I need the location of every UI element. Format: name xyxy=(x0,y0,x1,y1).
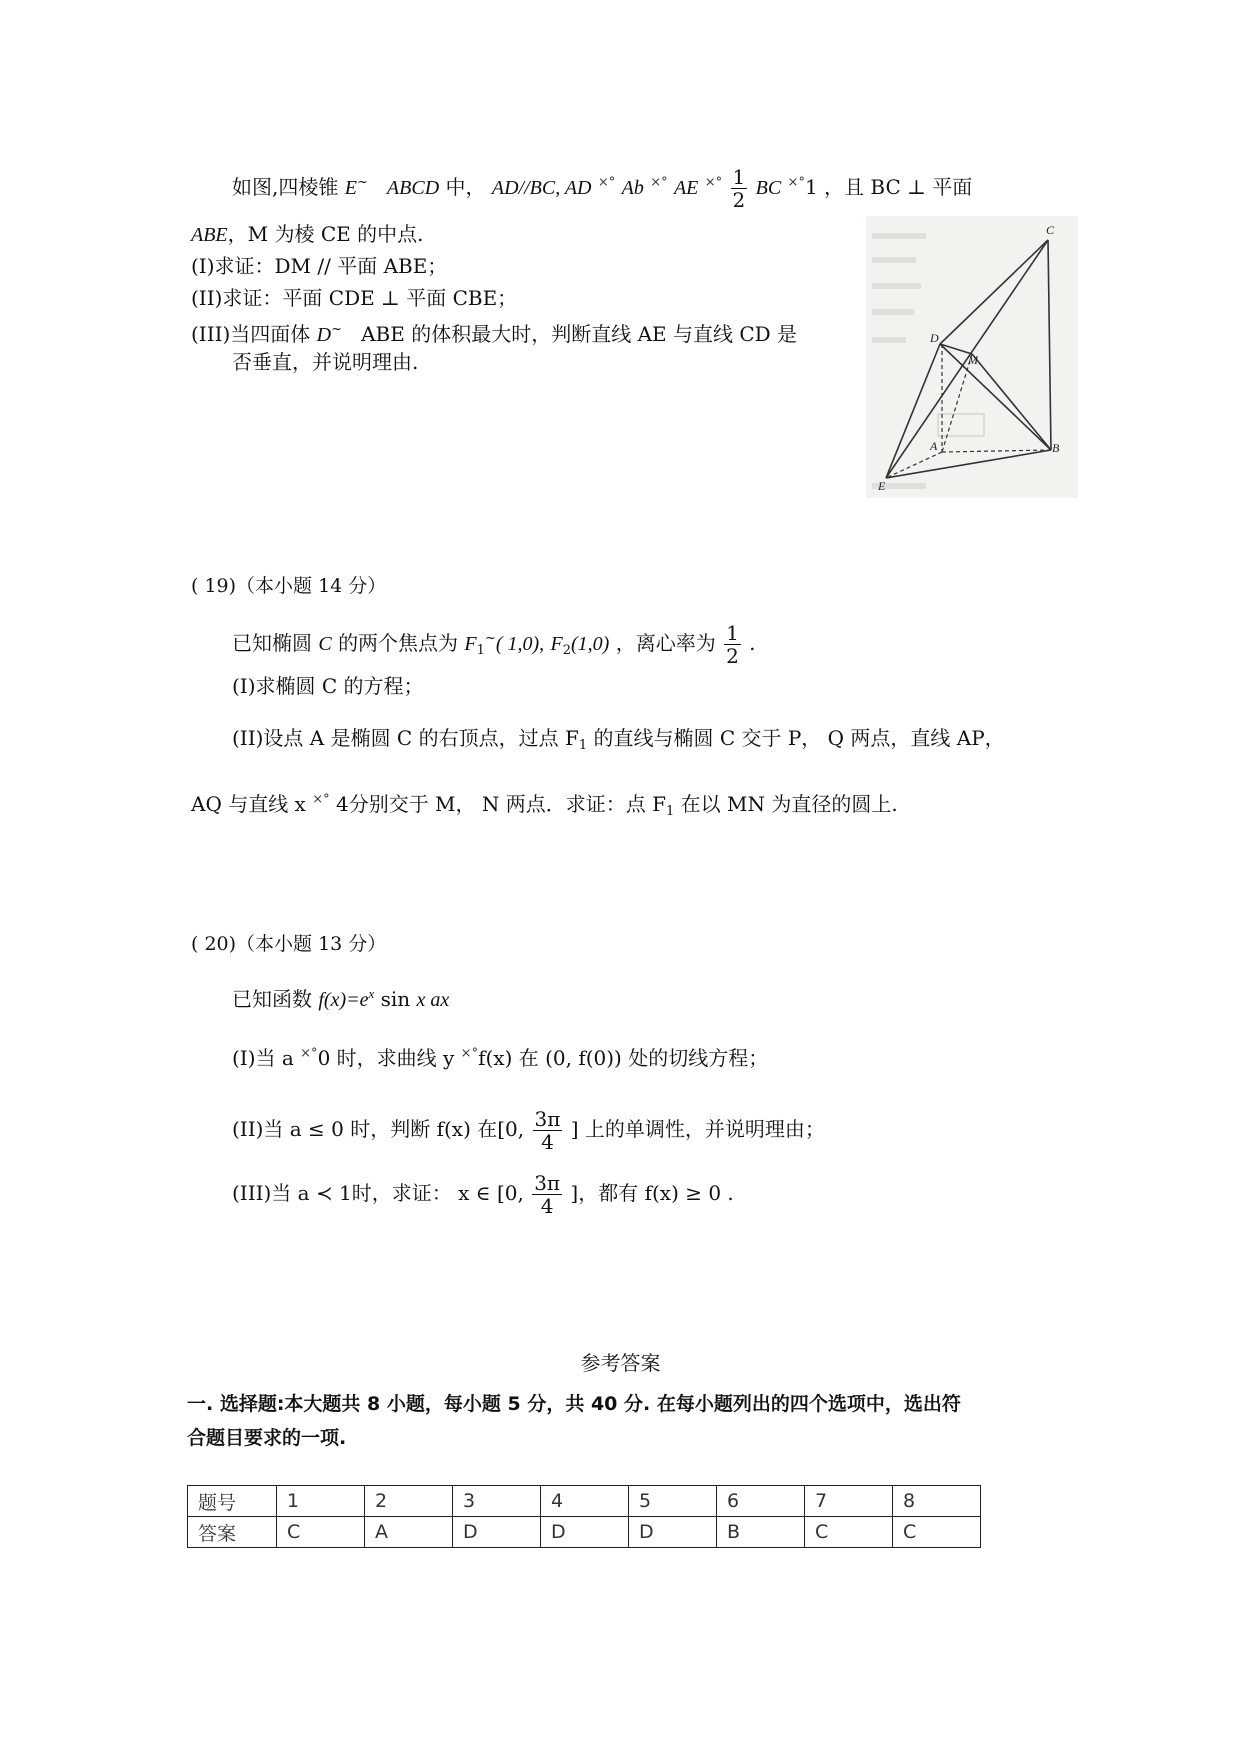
q20-stem: 已知函数 $f(x)=e^x$ sin x ax xyxy=(232,986,450,1011)
garbled-symbol: ×° xyxy=(597,175,616,190)
label-d: D xyxy=(930,331,939,345)
edge-ma xyxy=(942,354,972,452)
answers-title: 参考答案 xyxy=(580,1351,661,1375)
label-e: E xyxy=(878,479,886,493)
q20-header: ( 20)（本小题 13 分） xyxy=(191,933,387,955)
answer-choice: D xyxy=(541,1517,629,1548)
q19-math: F xyxy=(464,633,477,655)
q18-text: ，M 为棱 CE 的中点. xyxy=(227,222,424,246)
pyramid-figure xyxy=(866,216,1078,498)
label-c: C xyxy=(1046,223,1055,237)
q19-part2-line1: (II)设点 A 是椭圆 C 的右顶点，过点 $F_1$ 的直线与椭圆 C 交于 P， Q 两点，直线 AP， xyxy=(232,726,1005,753)
q20-math: f(x)=e xyxy=(318,989,369,1011)
q20-part1 xyxy=(232,1040,768,1072)
q20-text: 0 时，求曲线 y xyxy=(317,1046,455,1070)
label-b: B xyxy=(1052,441,1060,455)
q18-line1: 如图,四棱锥 E~ ABCD 中， AD//BC, AD ×° Ab ×° AE ×° $\frac{1}{2}$ BC ×°1 ，且 BC ⊥ 平面 xyxy=(232,165,973,212)
label-m: M xyxy=(968,353,978,367)
q19-math: (1,0) xyxy=(571,633,610,655)
q19-math: C xyxy=(318,633,332,655)
row-label: 题号 xyxy=(188,1486,277,1517)
q19-math: ( 1,0), xyxy=(495,633,545,655)
q18-half-fraction: $\frac{1}{2}$ xyxy=(732,165,746,212)
q19-text: 4分别交于 M， N 两点．求证：点 F xyxy=(335,792,666,816)
answer-choice: D xyxy=(629,1517,717,1548)
q19-text: AQ 与直线 x xyxy=(191,792,306,816)
answer-choice: D xyxy=(453,1517,541,1548)
question-number: 2 xyxy=(365,1486,453,1517)
q20-text: (II)当 a ≤ 0 时，判断 f(x) 在[0, xyxy=(232,1117,525,1141)
section-header-line2: 合题目要求的一项. xyxy=(187,1427,347,1449)
q19-stem: 已知椭圆 C 的两个焦点为 $F_1^\sim$( 1,0), $F_2(1,0)$ ，离心率为 $\frac{1}{2}$ . xyxy=(232,621,756,668)
q18-math: BC xyxy=(755,177,782,199)
q19-math: F xyxy=(550,633,563,655)
garbled-symbol: ×° xyxy=(704,175,723,190)
question-number: 1 xyxy=(277,1486,365,1517)
question-number: 5 xyxy=(629,1486,717,1517)
edge-ab xyxy=(942,450,1051,452)
q19-text: (II)设点 A 是椭圆 C 的右顶点，过点 F xyxy=(232,726,579,750)
edge-db xyxy=(940,344,1051,450)
q19-part2-line2: AQ 与直线 x ×° 4分别交于 M， N 两点．求证：点 $F_1$ 在以 MN 为直径的圆上. xyxy=(191,792,898,819)
row-label: 答案 xyxy=(188,1517,277,1548)
eccentricity-fraction: $\frac{1}{2}$ xyxy=(726,621,739,668)
q20-text: f(x) 在 (0, f(0)) 处的切线方程； xyxy=(478,1046,769,1070)
q18-math: AD//BC, AD xyxy=(491,177,592,199)
answer-choice: C xyxy=(805,1517,893,1548)
q18-math: 1 xyxy=(804,175,818,199)
q18-math: ABE xyxy=(191,224,228,246)
q20-text: (I)当 a xyxy=(232,1046,294,1070)
q20-text: ] 上的单调性，并说明理由； xyxy=(570,1117,825,1141)
q18-part3-cont: 否垂直，并说明理由. xyxy=(232,350,419,374)
q19-text: 的直线与椭圆 C 交于 P， Q 两点，直线 AP， xyxy=(593,726,1005,750)
q19-text: ，离心率为 xyxy=(615,631,716,655)
q20-text: ]，都有 f(x) ≥ 0 . xyxy=(570,1181,734,1205)
q20-part3 xyxy=(232,1172,734,1217)
q19-text: 已知椭圆 xyxy=(232,631,312,655)
question-number: 6 xyxy=(717,1486,805,1517)
question-number: 8 xyxy=(893,1486,981,1517)
q20-math: sin xyxy=(380,987,411,1011)
question-number: 4 xyxy=(541,1486,629,1517)
answer-choice: C xyxy=(893,1517,981,1548)
edge-dc xyxy=(940,240,1048,344)
question-number: 7 xyxy=(805,1486,893,1517)
q18-math: E xyxy=(344,177,357,199)
pyramid-diagram xyxy=(866,216,1078,498)
answer-choice: B xyxy=(717,1517,805,1548)
q18-math: Ab xyxy=(621,177,644,199)
q18-text: ，且 BC ⊥ 平面 xyxy=(824,175,973,199)
garbled-symbol: ×° xyxy=(460,1046,479,1061)
garbled-symbol: ×° xyxy=(312,792,330,807)
q18-math: ABCD xyxy=(386,177,440,199)
q20-text: (III)当 a ≺ 1时，求证： x ∈ [0, xyxy=(232,1181,524,1205)
q19-text: 在以 MN 为直径的圆上. xyxy=(680,792,898,816)
three-pi-over-four: $\frac{3\pi}{4}$ xyxy=(534,1171,561,1218)
edge-ce xyxy=(886,240,1048,478)
q18-math: AE xyxy=(673,177,699,199)
q19-text: 的两个焦点为 xyxy=(338,631,459,655)
q18-text: 如图,四棱锥 xyxy=(232,175,339,199)
q20-text: 已知函数 xyxy=(232,987,312,1011)
table-row xyxy=(188,1517,981,1548)
garbled-symbol: ×° xyxy=(650,175,668,190)
answer-table xyxy=(187,1485,981,1548)
q18-text: (III)当四面体 xyxy=(191,322,311,346)
q18-math: D xyxy=(316,324,332,346)
answer-choice: A xyxy=(365,1517,453,1548)
edge-eb xyxy=(886,450,1051,478)
three-pi-over-four: $\frac{3\pi}{4}$ xyxy=(534,1107,561,1154)
question-number: 3 xyxy=(453,1486,541,1517)
garbled-symbol: ×° xyxy=(787,175,805,190)
q18-part2: (II)求证：平面 CDE ⊥ 平面 CBE； xyxy=(191,286,518,310)
q20-part2 xyxy=(232,1108,825,1153)
edge-cb xyxy=(1048,240,1051,450)
label-a: A xyxy=(930,439,938,453)
q20-math: x ax xyxy=(416,989,450,1011)
answer-choice: C xyxy=(277,1517,365,1548)
table-row xyxy=(188,1486,981,1517)
q18-line2 xyxy=(191,220,423,249)
q18-text: 中， xyxy=(445,175,486,199)
q18-part3: (III)当四面体 D~ ABE 的体积最大时，判断直线 AE 与直线 CD 是 xyxy=(191,322,798,346)
q19-header: ( 19)（本小题 14 分） xyxy=(191,575,387,597)
q18-part1: (I)求证：DM // 平面 ABE； xyxy=(191,254,448,278)
garbled-symbol: ×° xyxy=(300,1046,318,1061)
q19-part1: (I)求椭圆 C 的方程； xyxy=(232,674,424,698)
q18-text: ABE 的体积最大时，判断直线 AE 与直线 CD 是 xyxy=(361,322,798,346)
section-header-line1: 一. 选择题:本大题共 8 小题，每小题 5 分，共 40 分. 在每小题列出的四个选项中，选出符 xyxy=(187,1393,961,1415)
